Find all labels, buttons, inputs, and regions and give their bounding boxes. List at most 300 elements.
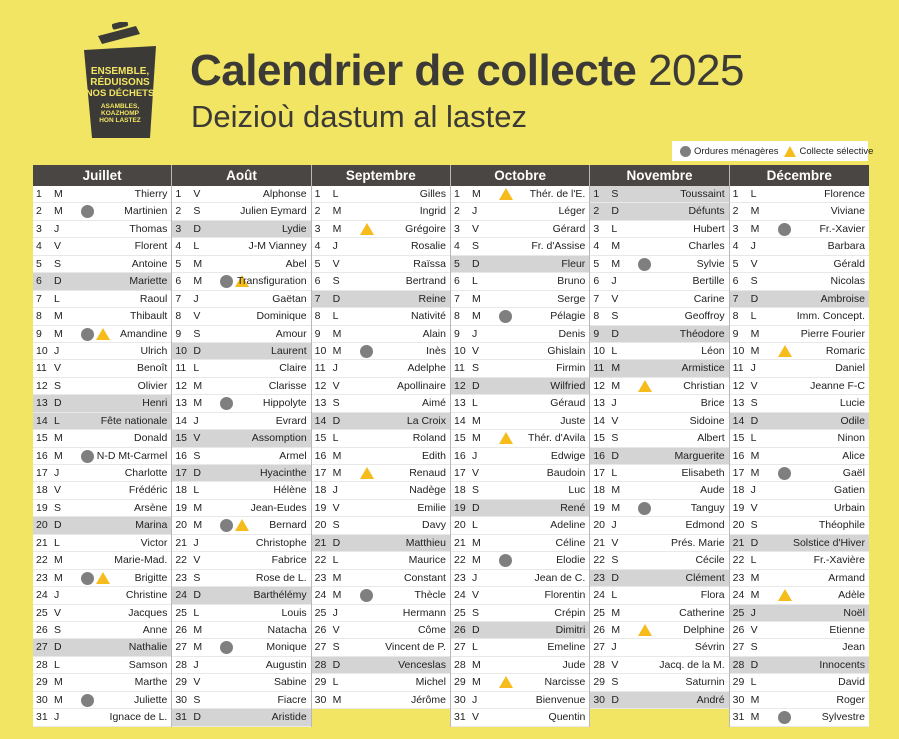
- day-row: [730, 674, 869, 691]
- saint-name: Nativité: [410, 310, 446, 323]
- saint-name: Alain: [422, 327, 446, 340]
- household-waste-dot-icon: [680, 146, 691, 157]
- day-row: [730, 360, 869, 377]
- day-number: 21: [175, 536, 188, 549]
- saint-name: Monique: [266, 641, 307, 654]
- selective-collection-triangle-icon: [778, 589, 792, 601]
- day-row: [312, 500, 450, 517]
- saint-name: Bertille: [692, 275, 725, 288]
- weekday-letter: M: [193, 379, 203, 392]
- weekday-letter: D: [750, 292, 759, 305]
- day-row: [590, 570, 728, 587]
- day-number: 9: [36, 327, 42, 340]
- day-number: 4: [732, 240, 739, 253]
- day-row: [33, 273, 171, 290]
- day-row: [172, 709, 310, 726]
- saint-name: Flora: [700, 589, 725, 602]
- saint-name: La Croix: [406, 414, 446, 427]
- day-number: 28: [453, 658, 466, 671]
- day-number: 2: [453, 205, 460, 218]
- day-row: [33, 413, 171, 430]
- saint-name: Natacha: [267, 623, 307, 636]
- weekday-letter: S: [611, 432, 619, 445]
- svg-text:KOAZHOMP: KOAZHOMP: [101, 110, 139, 117]
- day-number: 11: [593, 362, 605, 375]
- weekday-letter: V: [471, 222, 479, 235]
- day-row: [451, 657, 589, 674]
- day-row: [730, 587, 869, 604]
- saint-name: Anne: [142, 623, 168, 636]
- weekday-letter: L: [611, 344, 618, 357]
- weekday-letter: V: [611, 658, 619, 671]
- weekday-letter: M: [611, 240, 621, 253]
- day-number: 3: [175, 222, 182, 235]
- saint-name: Bruno: [557, 275, 586, 288]
- saint-name: Baudoin: [546, 467, 586, 479]
- weekday-letter: L: [332, 188, 339, 200]
- day-number: 24: [36, 589, 48, 602]
- saint-name: Tanguy: [690, 501, 725, 514]
- day-row: [172, 657, 310, 674]
- saint-name: Victor: [140, 536, 168, 549]
- day-row: [312, 430, 450, 447]
- saint-name: Adeline: [550, 519, 586, 532]
- day-row: [312, 413, 450, 430]
- day-number: 30: [732, 693, 745, 706]
- day-row: [451, 622, 589, 639]
- weekday-letter: M: [332, 222, 342, 235]
- day-number: 26: [453, 623, 466, 636]
- day-number: 28: [732, 658, 745, 671]
- saint-name: Thibault: [129, 310, 168, 323]
- weekday-letter: V: [54, 606, 62, 619]
- saint-name: Charlotte: [124, 467, 168, 479]
- saint-name: Elisabeth: [681, 467, 725, 479]
- saint-name: Gilles: [419, 188, 446, 200]
- saint-name: Rosalie: [410, 240, 446, 253]
- day-number: 31: [732, 711, 745, 724]
- saint-name: Thér. de l'E.: [529, 188, 586, 200]
- day-number: 23: [732, 571, 745, 584]
- weekday-letter: V: [54, 362, 62, 375]
- saint-name: Claire: [279, 362, 307, 375]
- saint-name: Hyacinthe: [259, 467, 307, 479]
- saint-name: Vincent de P.: [385, 641, 446, 654]
- day-row: [312, 674, 450, 691]
- day-row: [590, 639, 728, 656]
- selective-collection-triangle-icon: [638, 380, 652, 392]
- saint-name: Toussaint: [680, 188, 725, 200]
- weekday-letter: J: [332, 362, 338, 375]
- month-header: Septembre: [312, 165, 450, 186]
- weekday-letter: J: [750, 484, 756, 497]
- weekday-letter: V: [193, 188, 201, 200]
- month-column: [451, 165, 590, 727]
- day-row: [590, 692, 728, 709]
- weekday-letter: J: [54, 589, 60, 602]
- day-row: [730, 448, 869, 465]
- saint-name: Pélagie: [550, 310, 586, 323]
- day-row: [590, 221, 728, 238]
- weekday-letter: J: [193, 658, 199, 671]
- weekday-letter: J: [54, 711, 60, 724]
- saint-name: Thierry: [134, 188, 168, 200]
- weekday-letter: D: [54, 641, 62, 654]
- month-column: [312, 165, 451, 727]
- weekday-letter: D: [471, 623, 480, 636]
- day-row: [33, 308, 171, 325]
- weekday-letter: S: [332, 275, 340, 288]
- selective-collection-triangle-icon: [235, 519, 249, 531]
- saint-name: Barthélémy: [253, 589, 307, 602]
- day-row: [172, 692, 310, 709]
- saint-name: Henri: [142, 397, 168, 410]
- day-row: [172, 413, 310, 430]
- day-number: 1: [175, 188, 182, 200]
- weekday-letter: V: [750, 501, 758, 514]
- day-row: [451, 291, 589, 308]
- saint-name: Aude: [700, 484, 725, 497]
- day-row: [33, 482, 171, 499]
- day-row: [590, 273, 728, 290]
- weekday-letter: V: [750, 379, 758, 392]
- day-number: 19: [453, 501, 466, 514]
- day-number: 18: [314, 484, 327, 497]
- saint-name: Samson: [128, 658, 168, 671]
- weekday-letter: M: [54, 676, 63, 689]
- day-number: 4: [453, 240, 460, 253]
- saint-name: Hermann: [402, 606, 446, 619]
- weekday-letter: V: [54, 484, 62, 497]
- weekday-letter: M: [54, 554, 63, 567]
- weekday-letter: V: [332, 257, 340, 270]
- weekday-letter: M: [54, 205, 63, 218]
- month-header: Octobre: [451, 165, 589, 186]
- day-number: 8: [314, 310, 321, 323]
- day-row: [451, 430, 589, 447]
- saint-name: Florence: [824, 188, 865, 200]
- day-row: [312, 273, 450, 290]
- saint-name: Assomption: [251, 432, 307, 445]
- day-row: [33, 657, 171, 674]
- saint-name: David: [838, 676, 865, 689]
- household-waste-dot-icon: [778, 223, 791, 236]
- day-row: [730, 482, 869, 499]
- day-number: 30: [314, 693, 327, 706]
- saint-name: Ninon: [837, 432, 865, 445]
- day-number: 7: [36, 292, 42, 305]
- day-row: [730, 622, 869, 639]
- weekday-letter: M: [750, 571, 760, 584]
- day-row: [730, 203, 869, 220]
- household-waste-dot-icon: [360, 345, 373, 358]
- saint-name: Christophe: [255, 536, 307, 549]
- day-number: 4: [175, 240, 182, 253]
- day-number: 23: [36, 571, 48, 584]
- day-row: [451, 674, 589, 691]
- day-number: 23: [175, 571, 188, 584]
- selective-collection-triangle-icon: [499, 188, 513, 200]
- day-row: [312, 291, 450, 308]
- day-row: [172, 587, 310, 604]
- day-number: 3: [732, 222, 739, 235]
- saint-name: Aristide: [271, 711, 307, 724]
- day-number: 9: [314, 327, 321, 340]
- saint-name: Christian: [683, 379, 725, 392]
- saint-name: Juste: [560, 414, 586, 427]
- day-number: 3: [314, 222, 321, 235]
- day-row: [590, 535, 728, 552]
- weekday-letter: D: [54, 397, 62, 410]
- day-number: 17: [453, 467, 466, 479]
- weekday-letter: M: [332, 327, 342, 340]
- day-number: 8: [175, 310, 182, 323]
- day-number: 9: [593, 327, 600, 340]
- day-row: [451, 360, 589, 377]
- saint-name: Florent: [134, 240, 168, 253]
- weekday-letter: D: [193, 344, 201, 357]
- day-number: 30: [593, 693, 605, 706]
- saint-name: Louis: [281, 606, 307, 619]
- day-number: 10: [36, 344, 48, 357]
- saint-name: Carine: [693, 292, 725, 305]
- weekday-letter: D: [471, 257, 480, 270]
- weekday-letter: V: [611, 536, 619, 549]
- day-row: [590, 395, 728, 412]
- weekday-letter: D: [611, 327, 619, 340]
- day-number: 27: [175, 641, 188, 654]
- saint-name: Imm. Concept.: [796, 310, 865, 323]
- day-row: [33, 343, 171, 360]
- household-waste-dot-icon: [220, 275, 233, 288]
- day-row: [312, 517, 450, 534]
- day-row: [33, 517, 171, 534]
- weekday-letter: D: [193, 711, 201, 724]
- day-number: 10: [175, 344, 188, 357]
- saint-name: Pierre Fourier: [800, 327, 865, 340]
- saint-name: René: [560, 501, 586, 514]
- saint-name: Jacques: [128, 606, 168, 619]
- day-row: [312, 256, 450, 273]
- day-row: [590, 238, 728, 255]
- day-row: [730, 500, 869, 517]
- day-number: 29: [453, 676, 466, 689]
- day-row: [312, 360, 450, 377]
- household-waste-dot-icon: [81, 694, 94, 707]
- weekday-letter: M: [193, 623, 203, 636]
- weekday-letter: M: [611, 484, 621, 497]
- day-number: 23: [314, 571, 327, 584]
- weekday-letter: L: [471, 519, 478, 532]
- saint-name: Prés. Marie: [670, 536, 725, 549]
- saint-name: Sévrin: [694, 641, 725, 654]
- day-row: [451, 326, 589, 343]
- day-number: 27: [36, 641, 48, 654]
- weekday-letter: L: [750, 310, 757, 323]
- weekday-letter: V: [750, 623, 758, 636]
- weekday-letter: M: [471, 536, 481, 549]
- day-row: [312, 482, 450, 499]
- day-number: 30: [175, 693, 188, 706]
- weekday-letter: J: [750, 606, 756, 619]
- weekday-letter: L: [471, 397, 478, 410]
- saint-name: Transfiguration: [237, 275, 307, 288]
- day-row: [730, 692, 869, 709]
- weekday-letter: M: [471, 658, 481, 671]
- day-number: 19: [593, 501, 605, 514]
- day-row: [33, 605, 171, 622]
- saint-name: Fleur: [561, 257, 586, 270]
- day-row: [33, 186, 171, 203]
- weekday-letter: S: [193, 571, 201, 584]
- weekday-letter: J: [332, 606, 338, 619]
- weekday-letter: L: [750, 676, 757, 689]
- day-number: 12: [593, 379, 605, 392]
- day-number: 3: [36, 222, 42, 235]
- day-number: 7: [593, 292, 600, 305]
- selective-collection-triangle-icon: [96, 328, 110, 340]
- day-number: 7: [732, 292, 739, 305]
- day-row: [590, 326, 728, 343]
- day-number: 6: [36, 275, 42, 288]
- day-row: [312, 657, 450, 674]
- day-row: [590, 465, 728, 482]
- weekday-letter: V: [193, 310, 201, 323]
- day-number: 16: [593, 449, 605, 462]
- day-row: [312, 186, 450, 203]
- household-waste-dot-icon: [81, 328, 94, 341]
- day-number: 28: [593, 658, 605, 671]
- weekday-letter: L: [471, 641, 478, 654]
- weekday-letter: S: [193, 449, 201, 462]
- day-row: [33, 570, 171, 587]
- day-number: 2: [314, 205, 321, 218]
- day-number: 15: [732, 432, 745, 445]
- day-number: 27: [593, 641, 605, 654]
- saint-name: Sidoine: [689, 414, 725, 427]
- day-row: [33, 622, 171, 639]
- day-number: 23: [453, 571, 466, 584]
- day-row: [172, 308, 310, 325]
- weekday-letter: M: [750, 589, 760, 602]
- day-number: 8: [453, 310, 460, 323]
- weekday-letter: M: [332, 344, 342, 357]
- day-number: 22: [593, 554, 605, 567]
- day-number: 19: [36, 501, 48, 514]
- weekday-letter: S: [332, 641, 340, 654]
- saint-name: Arsène: [134, 501, 168, 514]
- day-row: [730, 535, 869, 552]
- day-row: [590, 308, 728, 325]
- weekday-letter: M: [750, 449, 760, 462]
- day-row: [451, 448, 589, 465]
- saint-name: Léon: [701, 344, 725, 357]
- saint-name: Saturnin: [685, 676, 725, 689]
- household-waste-dot-icon: [81, 450, 94, 463]
- svg-text:HON LASTEZ: HON LASTEZ: [99, 117, 141, 124]
- saint-name: Inès: [426, 344, 446, 357]
- day-row: [312, 308, 450, 325]
- day-number: 16: [175, 449, 188, 462]
- weekday-letter: V: [193, 432, 201, 445]
- weekday-letter: L: [54, 414, 60, 427]
- saint-name: Aimé: [422, 397, 446, 410]
- page-subtitle: Deizioù dastum al lastez: [191, 99, 527, 134]
- household-waste-dot-icon: [638, 258, 651, 271]
- day-row: [312, 395, 450, 412]
- saint-name: Venceslas: [398, 658, 446, 671]
- saint-name: Serge: [557, 292, 586, 305]
- saint-name: Défunts: [688, 205, 725, 218]
- weekday-letter: V: [193, 676, 201, 689]
- day-number: 11: [36, 362, 47, 375]
- day-number: 19: [175, 501, 188, 514]
- weekday-letter: M: [471, 310, 481, 323]
- saint-name: Constant: [403, 571, 446, 584]
- saint-name: Gatien: [834, 484, 865, 497]
- household-waste-dot-icon: [220, 519, 233, 532]
- household-waste-dot-icon: [499, 310, 512, 323]
- day-row: [451, 570, 589, 587]
- day-row: [730, 378, 869, 395]
- saint-name: Raïssa: [413, 257, 446, 270]
- day-number: 16: [36, 449, 48, 462]
- weekday-letter: S: [611, 188, 619, 200]
- day-row: [312, 238, 450, 255]
- saint-name: Mariette: [129, 275, 168, 288]
- day-number: 25: [453, 606, 466, 619]
- day-number: 10: [453, 344, 466, 357]
- weekday-letter: M: [611, 257, 621, 270]
- day-row: [172, 256, 310, 273]
- day-row: [730, 326, 869, 343]
- weekday-letter: D: [193, 589, 201, 602]
- saint-name: Adelphe: [407, 362, 446, 375]
- weekday-letter: S: [54, 257, 62, 270]
- weekday-letter: M: [471, 676, 481, 689]
- day-row: [33, 709, 171, 726]
- weekday-letter: S: [750, 397, 758, 410]
- day-row: [451, 465, 589, 482]
- weekday-letter: M: [54, 571, 63, 584]
- saint-name: Léger: [558, 205, 586, 218]
- weekday-letter: M: [750, 344, 760, 357]
- saint-name: Albert: [697, 432, 725, 445]
- saint-name: Odile: [840, 414, 865, 427]
- legend-household-label: Ordures ménagères: [694, 145, 779, 157]
- month-header: Août: [172, 165, 310, 186]
- day-number: 24: [732, 589, 745, 602]
- day-row: [172, 430, 310, 447]
- day-number: 24: [453, 589, 466, 602]
- day-number: 13: [36, 397, 48, 410]
- day-row: [33, 465, 171, 482]
- weekday-letter: M: [750, 693, 760, 706]
- saint-name: Ghislain: [547, 344, 586, 357]
- weekday-letter: S: [750, 641, 758, 654]
- day-row: [33, 674, 171, 691]
- saint-name: Donald: [134, 432, 168, 445]
- saint-name: Emeline: [547, 641, 586, 654]
- day-row: [730, 273, 869, 290]
- weekday-letter: J: [332, 484, 338, 497]
- weekday-letter: S: [54, 501, 62, 514]
- saint-name: Firmin: [556, 362, 586, 375]
- weekday-letter: D: [54, 275, 62, 288]
- weekday-letter: V: [471, 589, 479, 602]
- weekday-letter: V: [471, 711, 479, 724]
- saint-name: Elodie: [556, 554, 586, 567]
